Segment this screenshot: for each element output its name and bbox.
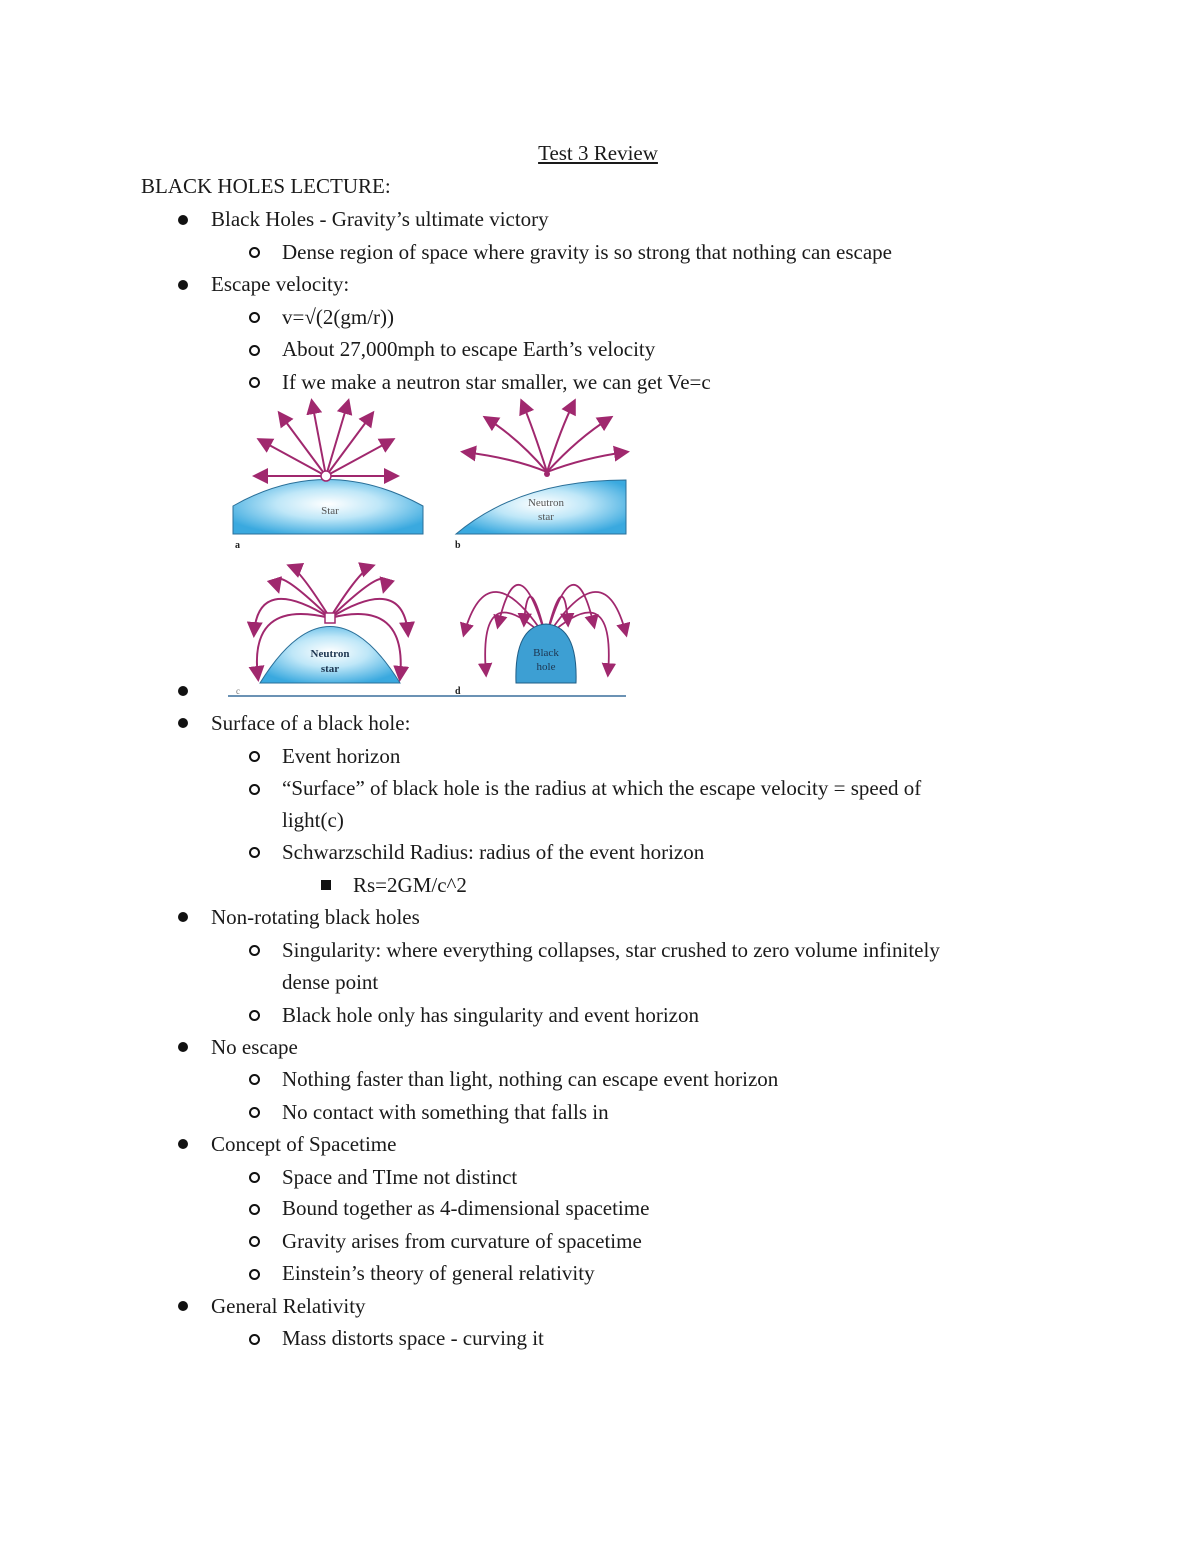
- bullet-circle: [249, 312, 260, 323]
- star-label: Star: [321, 505, 339, 517]
- bullet-circle: [249, 1010, 260, 1021]
- list-item: Black hole only has singularity and event horizon: [282, 1003, 699, 1027]
- list-item-continued: light(c): [282, 808, 344, 832]
- bullet-disc: [178, 718, 188, 728]
- bullet-circle: [249, 1236, 260, 1247]
- page-title: Test 3 Review: [538, 141, 658, 165]
- bullet-circle: [249, 1107, 260, 1118]
- bullet-square: [321, 880, 331, 890]
- panel-c-label: c: [236, 686, 240, 696]
- bullet-disc: [178, 1042, 188, 1052]
- bullet-circle: [249, 784, 260, 795]
- bullet-disc: [178, 912, 188, 922]
- bullet-disc: [178, 1139, 188, 1149]
- list-item: Bound together as 4-dimensional spacetime: [282, 1196, 650, 1220]
- panel-d-label: d: [455, 686, 461, 697]
- list-item-continued: dense point: [282, 970, 379, 994]
- panel-a-label: a: [235, 540, 240, 551]
- neutron-star-label-1: Neutron: [527, 497, 565, 509]
- list-item: Dense region of space where gravity is so strong that nothing can escape: [282, 240, 892, 264]
- bullet-disc: [178, 215, 188, 225]
- list-item: Rs=2GM/c^2: [353, 873, 467, 897]
- list-item: Non-rotating black holes: [211, 905, 420, 929]
- neutron-star-c-label-2: star: [320, 663, 340, 675]
- bullet-circle: [249, 1269, 260, 1280]
- panel-b: [455, 402, 626, 551]
- list-item: Nothing faster than light, nothing can escape event horizon: [282, 1067, 779, 1091]
- bullet-circle: [249, 751, 260, 762]
- neutron-star-c-label-1: Neutron: [310, 648, 350, 660]
- panel-b-label: b: [455, 540, 461, 551]
- panel-a: [233, 402, 423, 551]
- escape-arrows-a: [256, 402, 396, 476]
- bullet-disc: [178, 686, 188, 696]
- bullet-circle: [249, 1204, 260, 1215]
- list-item: “Surface” of black hole is the radius at which the escape velocity = speed of: [282, 776, 922, 800]
- neutron-star-label-2: star: [538, 511, 554, 523]
- bullet-circle: [249, 345, 260, 356]
- escape-arrows-b: [464, 402, 626, 472]
- list-item: General Relativity: [211, 1294, 366, 1318]
- star-collapse-figure: [228, 398, 630, 700]
- bullet-circle: [249, 945, 260, 956]
- list-item: v=√(2(gm/r)): [282, 305, 395, 329]
- list-item: If we make a neutron star smaller, we can get Ve=c: [282, 370, 711, 394]
- list-item: Gravity arises from curvature of spacetime: [282, 1229, 642, 1253]
- bullet-circle: [249, 377, 260, 388]
- list-item: Event horizon: [282, 744, 401, 768]
- section-heading: BLACK HOLES LECTURE:: [141, 174, 391, 198]
- panel-d: [455, 585, 626, 697]
- bullet-circle: [249, 847, 260, 858]
- panel-c: [236, 566, 408, 696]
- bullet-disc: [178, 1301, 188, 1311]
- list-item: Black Holes - Gravity’s ultimate victory: [211, 207, 549, 231]
- bullet-circle: [249, 1172, 260, 1183]
- bullet-circle: [249, 1074, 260, 1085]
- list-item: Schwarzschild Radius: radius of the event horizon: [282, 840, 705, 864]
- escape-figure-svg: [228, 398, 630, 700]
- list-item: No contact with something that falls in: [282, 1100, 609, 1124]
- list-item: Singularity: where everything collapses, star crushed to zero volume infinitely: [282, 938, 940, 962]
- black-hole-label-2: hole: [536, 661, 556, 673]
- bullet-circle: [249, 1334, 260, 1345]
- bullet-circle: [249, 247, 260, 258]
- list-item: Escape velocity:: [211, 272, 350, 296]
- bullet-disc: [178, 280, 188, 290]
- list-item: About 27,000mph to escape Earth’s velocity: [282, 337, 656, 361]
- list-item: No escape: [211, 1035, 298, 1059]
- list-item: Einstein’s theory of general relativity: [282, 1261, 595, 1285]
- list-item: Space and TIme not distinct: [282, 1165, 518, 1189]
- list-item: Concept of Spacetime: [211, 1132, 397, 1156]
- list-item: Surface of a black hole:: [211, 711, 411, 735]
- list-item: Mass distorts space - curving it: [282, 1326, 544, 1350]
- black-hole-label-1: Black: [533, 647, 559, 659]
